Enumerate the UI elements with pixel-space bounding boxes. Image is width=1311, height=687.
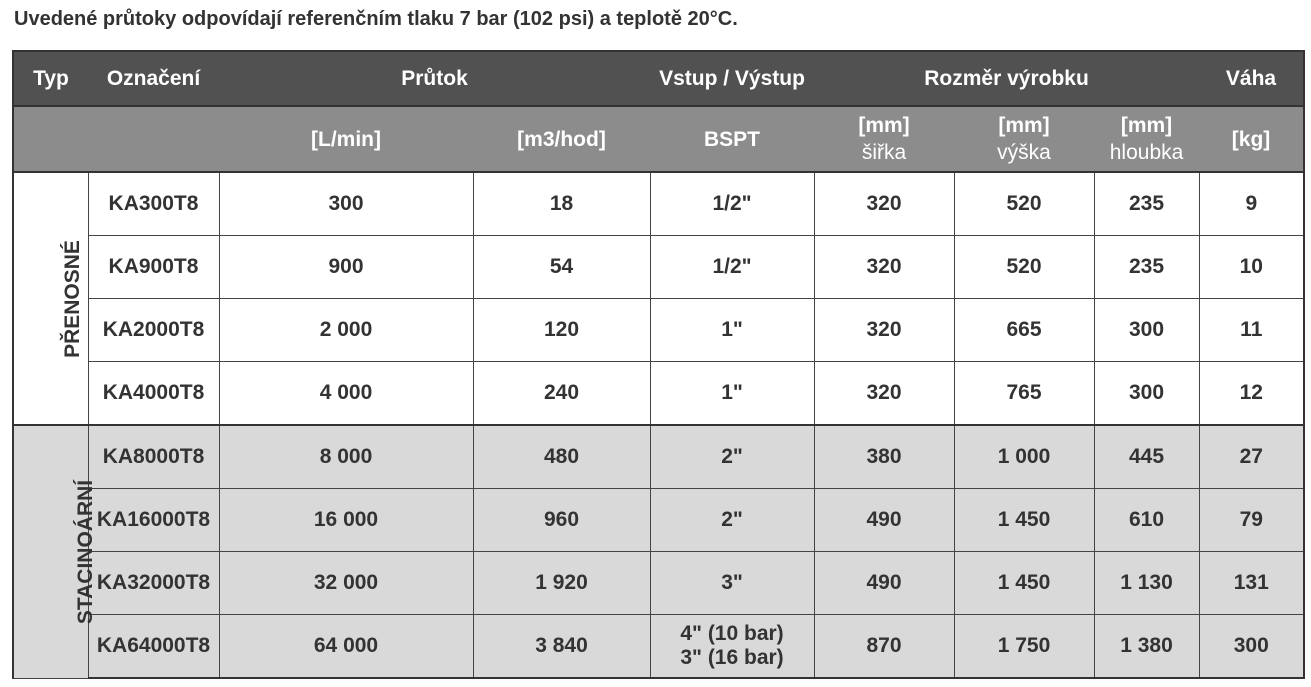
table-row — [13, 236, 1304, 299]
table-row — [13, 552, 1304, 615]
unit-hloubka — [1094, 106, 1199, 172]
unit-sirka-label: šiřka — [861, 141, 907, 164]
cell-bspt-line1: 4" (10 bar) — [680, 622, 784, 645]
cell-bspt — [650, 615, 814, 679]
cell-model: KA64000T8 — [88, 615, 219, 679]
unit-empty — [13, 106, 88, 172]
group-label-text: STACINOÁRNÍ — [74, 479, 98, 624]
header-row-main — [13, 51, 1304, 106]
cell-model: KA8000T8 — [88, 425, 219, 489]
cell-sirka: 870 — [814, 615, 954, 679]
cell-lmin: 300 — [219, 172, 473, 236]
cell-hloubka: 300 — [1094, 362, 1199, 426]
cell-m3hod: 120 — [473, 299, 650, 362]
cell-sirka: 380 — [814, 425, 954, 489]
cell-m3hod: 1 920 — [473, 552, 650, 615]
cell-hloubka: 235 — [1094, 172, 1199, 236]
cell-kg: 79 — [1199, 489, 1304, 552]
cell-sirka: 320 — [814, 236, 954, 299]
cell-kg: 11 — [1199, 299, 1304, 362]
cell-bspt: 1/2" — [650, 172, 814, 236]
cell-lmin: 16 000 — [219, 489, 473, 552]
group-label-text: PŘENOSNÉ — [60, 239, 84, 358]
col-vaha-header: Váha — [1199, 51, 1304, 106]
cell-model: KA2000T8 — [88, 299, 219, 362]
header-row-units — [13, 106, 1304, 172]
unit-vyska — [954, 106, 1094, 172]
col-oznaceni-header: Označení — [88, 51, 219, 106]
cell-sirka: 320 — [814, 172, 954, 236]
unit-vyska-label: výška — [997, 141, 1051, 164]
cell-vyska: 1 000 — [954, 425, 1094, 489]
cell-hloubka: 300 — [1094, 299, 1199, 362]
cell-vyska: 1 450 — [954, 552, 1094, 615]
cell-bspt: 2" — [650, 489, 814, 552]
cell-kg: 9 — [1199, 172, 1304, 236]
unit-mm: [mm] — [858, 114, 910, 137]
cell-hloubka: 1 130 — [1094, 552, 1199, 615]
cell-bspt: 3" — [650, 552, 814, 615]
unit-bspt: BSPT — [650, 106, 814, 172]
cell-hloubka: 235 — [1094, 236, 1199, 299]
col-typ-header: Typ — [13, 51, 88, 106]
cell-kg: 10 — [1199, 236, 1304, 299]
cell-model: KA16000T8 — [88, 489, 219, 552]
cell-lmin: 4 000 — [219, 362, 473, 426]
table-row — [13, 299, 1304, 362]
cell-bspt: 1" — [650, 362, 814, 426]
cell-lmin: 900 — [219, 236, 473, 299]
unit-hloubka-label: hloubka — [1109, 141, 1184, 164]
cell-hloubka: 445 — [1094, 425, 1199, 489]
cell-m3hod: 3 840 — [473, 615, 650, 679]
col-rozmer-header: Rozměr výrobku — [814, 51, 1199, 106]
cell-m3hod: 54 — [473, 236, 650, 299]
cell-m3hod: 480 — [473, 425, 650, 489]
cell-m3hod: 960 — [473, 489, 650, 552]
unit-kg: [kg] — [1199, 106, 1304, 172]
cell-vyska: 765 — [954, 362, 1094, 426]
cell-bspt: 1/2" — [650, 236, 814, 299]
group-label-stacionarni — [13, 425, 98, 678]
unit-m3hod: [m3/hod] — [473, 106, 650, 172]
col-vstup-header: Vstup / Výstup — [650, 51, 814, 106]
cell-sirka: 320 — [814, 362, 954, 426]
cell-vyska: 520 — [954, 236, 1094, 299]
cell-sirka: 320 — [814, 299, 954, 362]
cell-kg: 27 — [1199, 425, 1304, 489]
cell-model: KA4000T8 — [88, 362, 219, 426]
cell-sirka: 490 — [814, 489, 954, 552]
cell-vyska: 1 750 — [954, 615, 1094, 679]
col-prutok-header: Průtok — [219, 51, 650, 106]
cell-lmin: 2 000 — [219, 299, 473, 362]
cell-lmin: 8 000 — [219, 425, 473, 489]
cell-kg: 300 — [1199, 615, 1304, 679]
table-row — [13, 362, 1304, 426]
unit-sirka — [814, 106, 954, 172]
table-row — [13, 615, 1304, 679]
table-caption: Uvedené průtoky odpovídají referenčním tlaku 7 bar (102 psi) a teplotě 20°C. — [14, 8, 738, 30]
table-row — [13, 489, 1304, 552]
cell-m3hod: 240 — [473, 362, 650, 426]
cell-lmin: 64 000 — [219, 615, 473, 679]
product-spec-table — [12, 50, 1305, 679]
table-row — [13, 172, 1304, 236]
cell-model: KA300T8 — [88, 172, 219, 236]
cell-lmin: 32 000 — [219, 552, 473, 615]
cell-vyska: 1 450 — [954, 489, 1094, 552]
cell-hloubka: 610 — [1094, 489, 1199, 552]
unit-mm: [mm] — [1120, 114, 1173, 137]
cell-model: KA32000T8 — [88, 552, 219, 615]
cell-hloubka: 1 380 — [1094, 615, 1199, 679]
cell-m3hod: 18 — [473, 172, 650, 236]
unit-lmin: [L/min] — [219, 106, 473, 172]
cell-bspt: 1" — [650, 299, 814, 362]
unit-empty — [88, 106, 219, 172]
unit-mm: [mm] — [998, 114, 1050, 137]
cell-bspt-line2: 3" (16 bar) — [680, 646, 784, 669]
cell-vyska: 665 — [954, 299, 1094, 362]
cell-sirka: 490 — [814, 552, 954, 615]
table-row — [13, 425, 1304, 489]
cell-vyska: 520 — [954, 172, 1094, 236]
cell-bspt: 2" — [650, 425, 814, 489]
cell-model: KA900T8 — [88, 236, 219, 299]
cell-kg: 12 — [1199, 362, 1304, 426]
group-label-prenosne — [13, 172, 88, 425]
cell-kg: 131 — [1199, 552, 1304, 615]
